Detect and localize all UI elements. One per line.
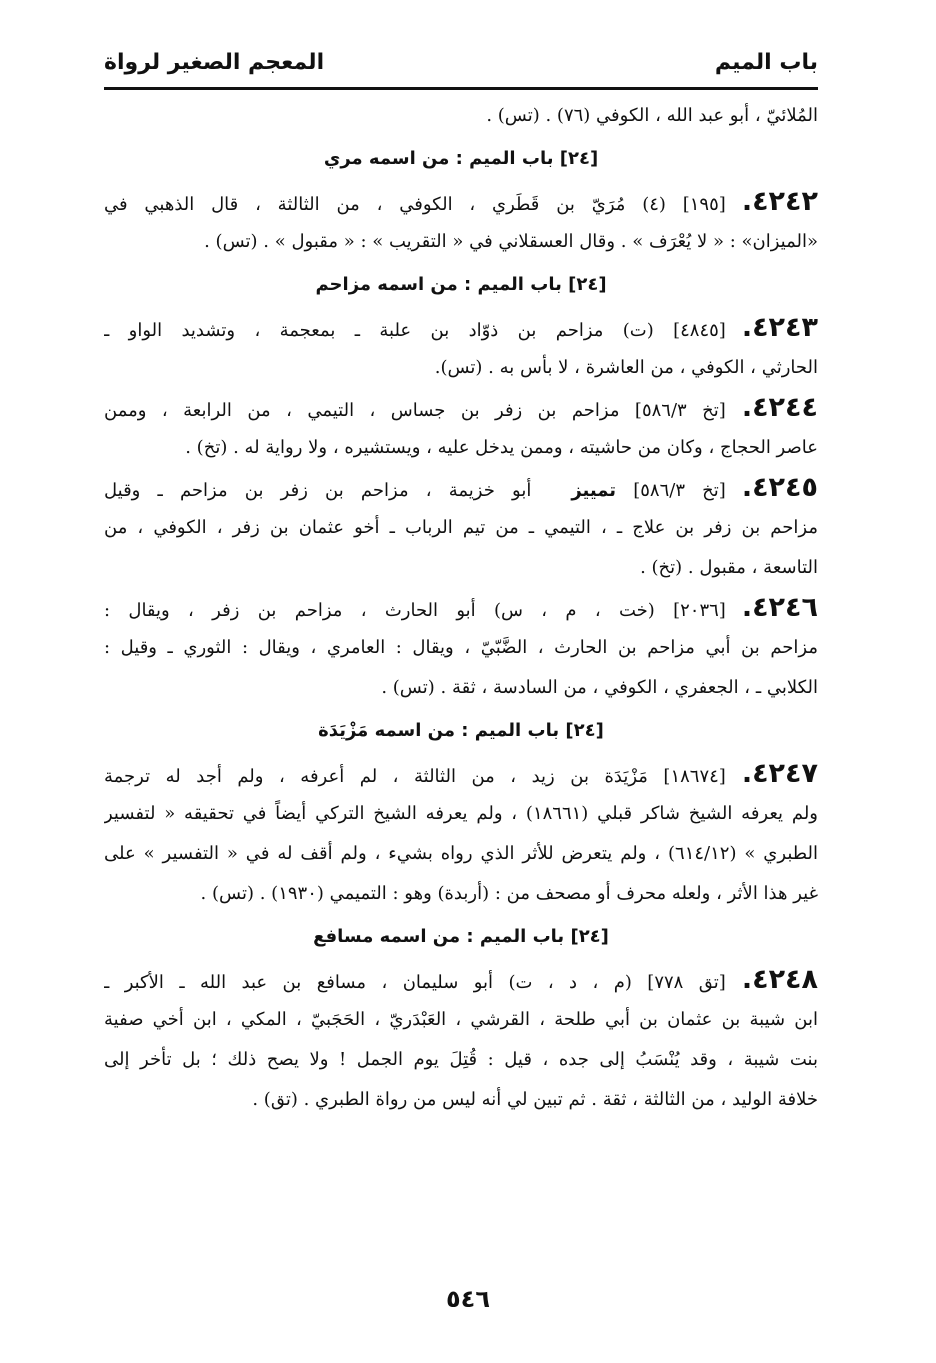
running-header [104,40,818,84]
entry-4248-line-4: خلافة الوليد ، من الثالثة ، ثقة . ثم تبين لي أنه ليس من رواة الطبري . (تق) . [252,1089,818,1110]
entry-number: ٤٢٤٢. [741,186,818,217]
intro-line: المُلائيّ ، أبو عبد الله ، الكوفي (٧٦) . (تس) . [486,105,818,126]
page-body [104,96,818,1120]
entry-number: ٤٢٤٨. [741,964,818,995]
entry-4246-line-1: ٤٢٤٦.[٢٠٣٦] (خت ، م ، س) أبو الحارث ، مزاحم بن زفر ، ويقال : [104,592,818,623]
entry-number: ٤٢٤٦. [741,592,818,623]
entry-4242-line-1: ٤٢٤٢.[١٩٥] (٤) مُرَيّ بن قَطَري ، الكوفي ، من الثالثة ، قال الذهبي في [104,186,818,217]
entry-4243-line-2: الحارثي ، الكوفي ، من العاشرة ، لا بأس به . (تس). [434,357,818,378]
entry-4248-line-1: ٤٢٤٨.[تق ٧٧٨] (م ، د ، ت) أبو سليمان ، مسافع بن عبد الله ـ الأكبر ـ [104,964,818,995]
header-divider [104,87,818,90]
header-book-title: المعجم الصغير لرواة [104,49,325,75]
entry-4247-line-3: الطبري » (٦١٤/١٢) ، ولم يتعرض للأثر الذي رواه بشيء ، ولم أقف له في « التفسير » على [104,843,818,864]
entry-4247-line-4: غير هذا الأثر ، ولعله محرف أو مصحف من : (أربدة) وهو : التميمي (١٩٣٠) . (تس) . [200,883,818,904]
page-number: ٥٤٦ [446,1285,490,1313]
entry-4243-line-1: ٤٢٤٣.[٤٨٤٥] (ت) مزاحم بن ذوّاد بن علبة ـ بمعجمة ، وتشديد الواو ـ [104,312,818,343]
entry-4244-line-2: عاصر الحجاج ، وكان من حاشيته ، وممن يدخل عليه ، ويستشيره ، ولا رواية له . (تخ) . [185,437,818,458]
entry-4245-line-3: التاسعة ، مقبول . (تخ) . [640,557,818,578]
entry-4248-line-2: ابن شيبة بن عثمان بن أبي طلحة ، القرشي ، العَبْدَريّ ، الحَجَبيّ ، المكي ، ابن أخي صفية [104,1009,818,1030]
entry-4247-line-2: ولم يعرفه الشيخ شاكر قبلي (١٨٦٦١) ، ولم يعرفه الشيخ التركي أيضاً في تحقيقه « لتفسير [104,803,818,824]
tamyiz-label: تمييز [571,480,617,501]
entry-4245-line-2: مزاحم بن زفر بن علاج ـ ، التيمي ـ من تيم الرباب ـ أخو عثمان بن زفر ، الكوفي ، من [104,517,818,538]
section-heading-mazyada: [٢٤] باب الميم : من اسمه مَزْيَدَة [318,720,604,741]
entry-4246-line-3: الكلابي ـ ، الجعفري ، الكوفي ، من السادسة ، ثقة . (تس) . [381,677,818,698]
entry-4248-line-3: بنت شيبة ، وقد يُنْسَبُ إلى جده ، قيل : قُتِلَ يوم الجمل ! ولا يصح ذلك ؛ بل تأخر إلى [104,1049,818,1070]
entry-4246-line-2: مزاحم بن أبي مزاحم بن الحارث ، الضَّبّيّ ، ويقال : العامري ، ويقال : الثوري ـ وقيل : [104,637,818,658]
entry-4242-line-2: «الميزان» : « لا يُعْرَف » . وقال العسقلاني في « التقريب » : « مقبول » . (تس) . [204,231,818,252]
entry-4244-line-1: ٤٢٤٤.[تخ ٥٨٦/٣] مزاحم بن زفر بن جساس ، التيمي ، من الرابعة ، وممن [104,392,818,423]
entry-number: ٤٢٤٥. [741,472,818,503]
entry-number: ٤٢٤٧. [741,758,818,789]
section-heading-musafi: [٢٤] باب الميم : من اسمه مسافع [313,926,609,947]
entry-number: ٤٢٤٤. [741,392,818,423]
section-heading-marri: [٢٤] باب الميم : من اسمه مري [323,148,599,169]
entry-4245-line-1: ٤٢٤٥.[تخ ٥٨٦/٣] تمييزأبو خزيمة ، مزاحم بن زفر بن مزاحم ـ وقيل [104,472,818,503]
header-chapter-title: باب الميم [714,49,818,75]
entry-4247-line-1: ٤٢٤٧.[١٨٦٧٤] مَزْيَدَة بن زيد ، من الثالثة ، لم أعرفه ، ولم أجد له ترجمة [104,758,818,789]
entry-number: ٤٢٤٣. [741,312,818,343]
section-heading-muzahim: [٢٤] باب الميم : من اسمه مزاحم [315,274,607,295]
